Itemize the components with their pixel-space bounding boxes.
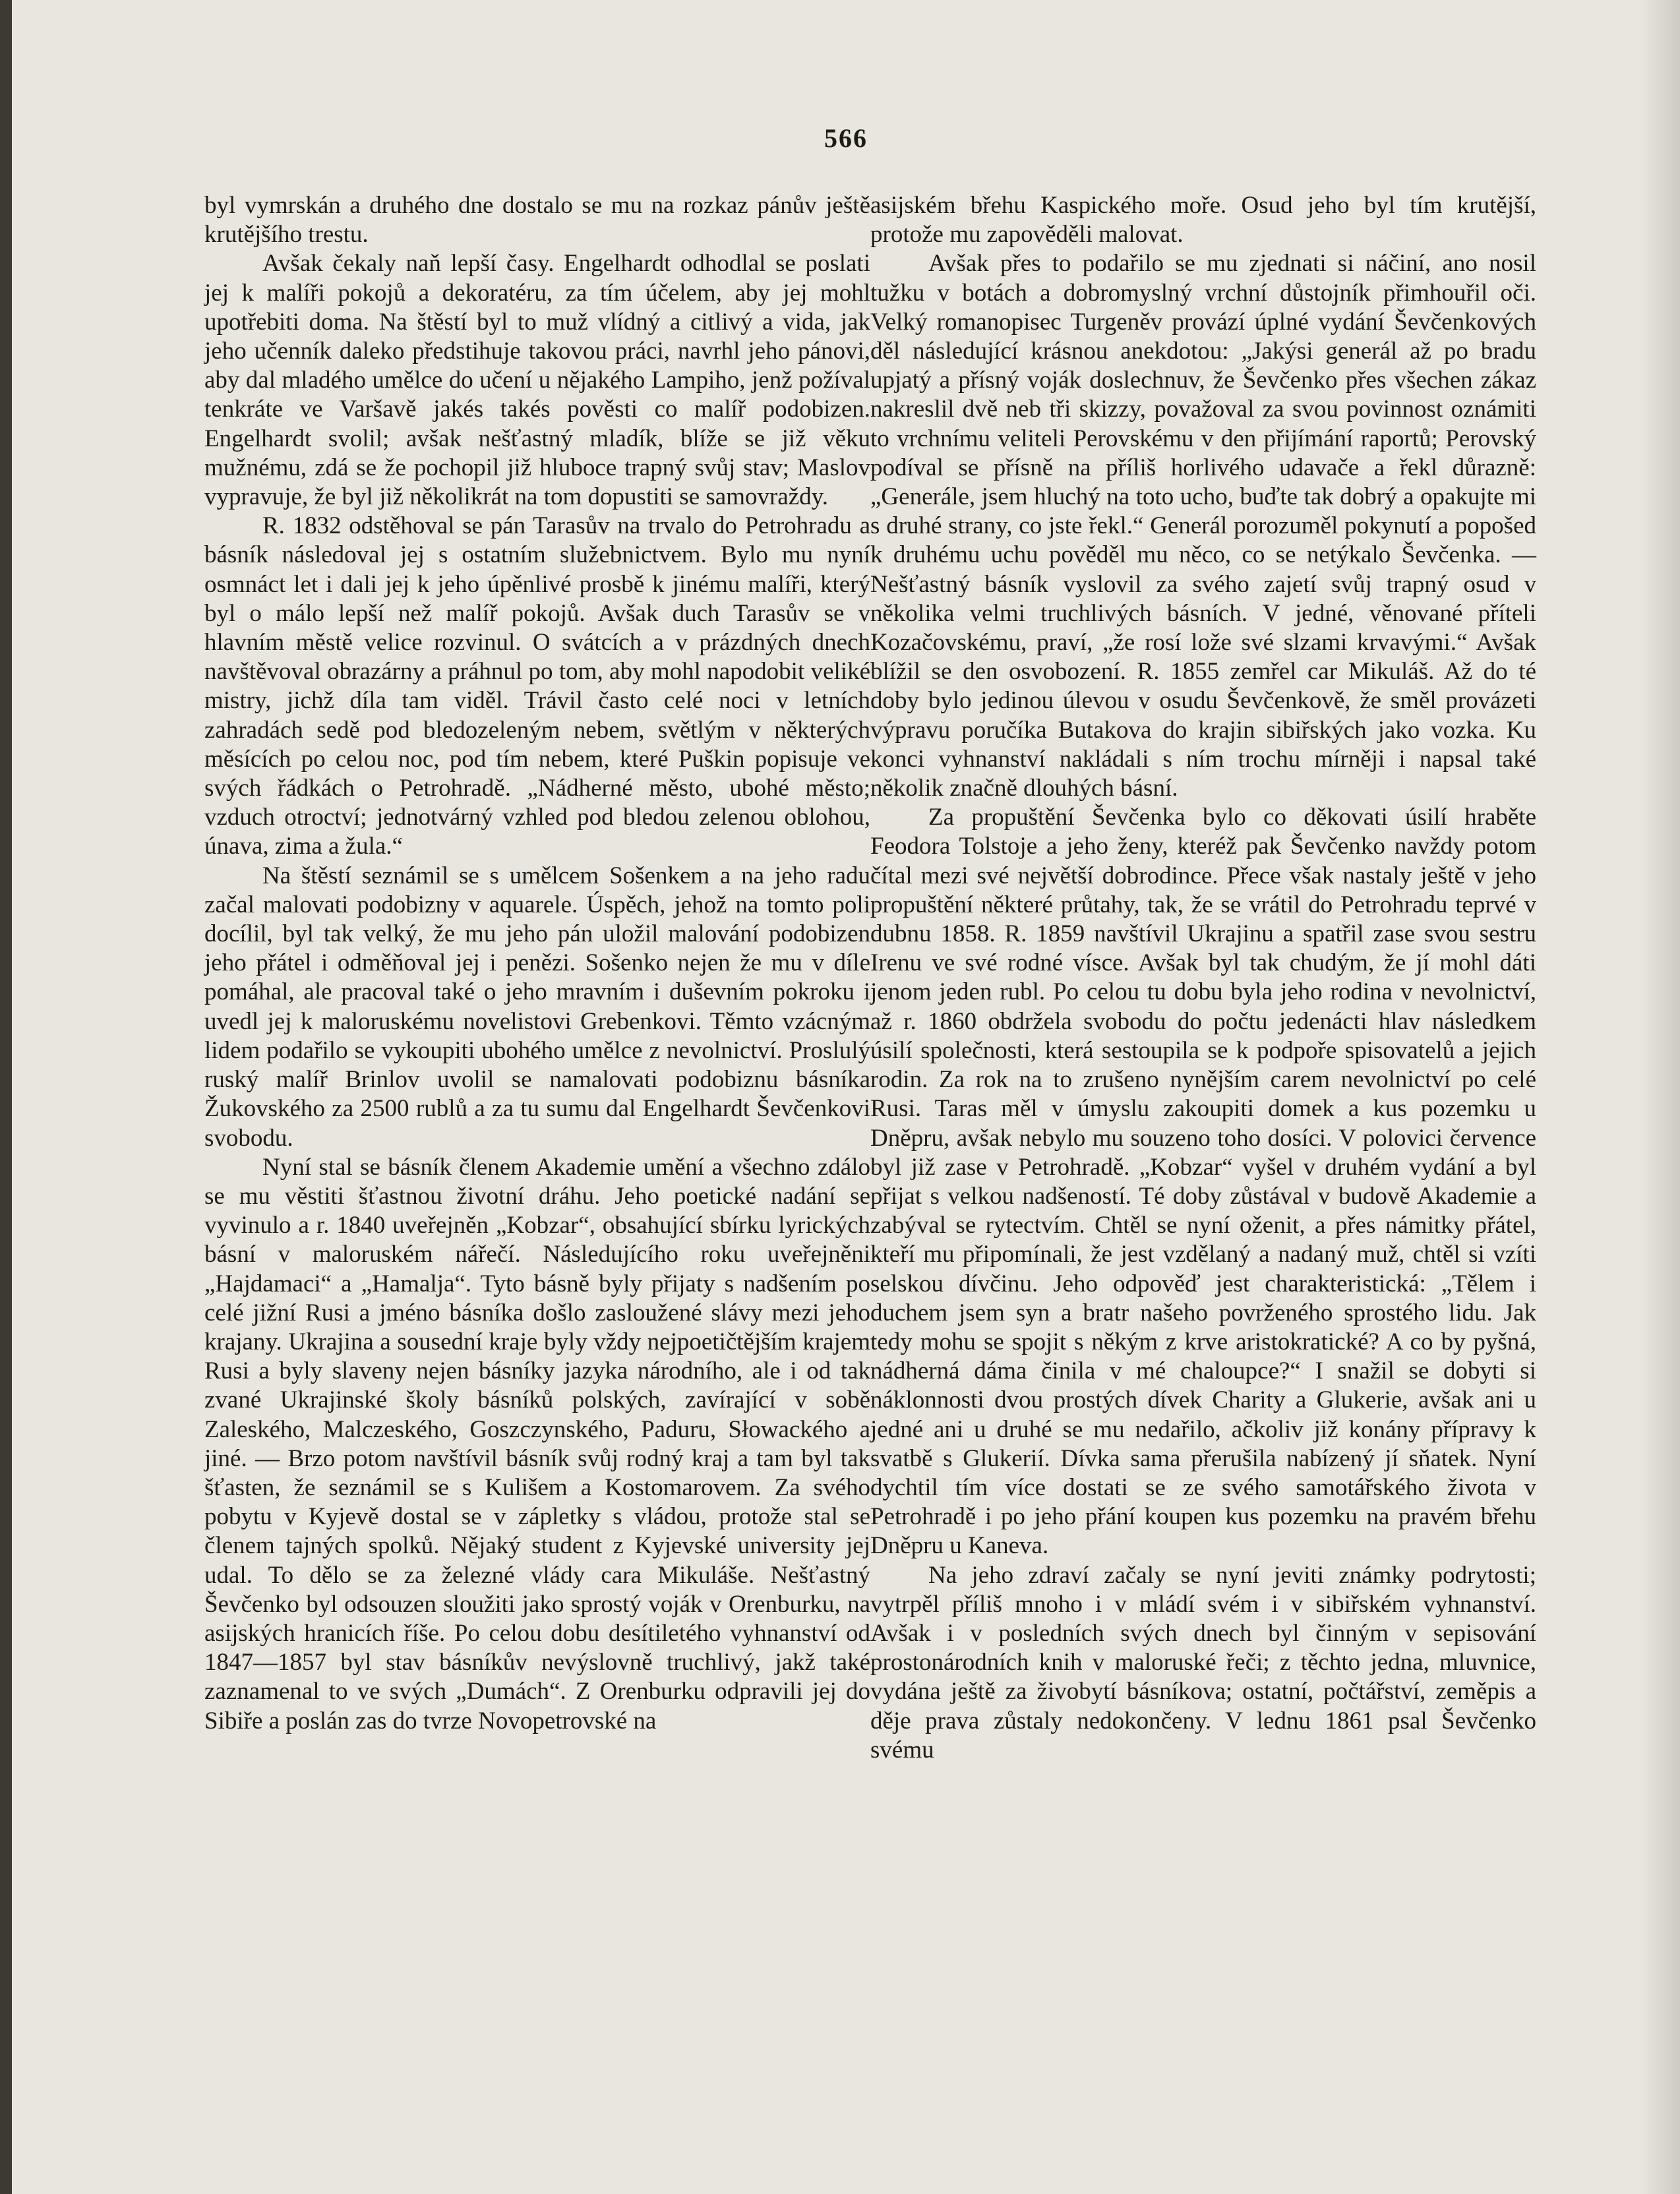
page-shadow [1640,0,1680,2194]
paragraph: Avšak přes to podařilo se mu zjednati si náčiní, ano nosil tužku v botách a dobromyslný vrchní důstojník přimhouřil oči. Velký romanopisec Turgeněv provází úplné vydání Ševčenkových děl následující krásnou anekdotou: „Jakýsi generál až po bradu upjatý a přísný voják doslechnuv, že Ševčenko přes všechen zákaz nakreslil dvě neb tři skizzy, považoval za svou povinnost oznámiti to vrchnímu veliteli Perovskému v den přijímání raportů; Perovský podíval se přísně na příliš horlivého udavače a řekl důrazně: „Generále, jsem hluchý na toto ucho, buďte tak dobrý a opakujte mi s druhé strany, co jste řekl.“ Generál porozuměl pokynutí a popošed k druhému uchu pověděl mu něco, co se netýkalo Ševčenka. — Nešťastný básník vyslovil za svého zajetí svůj trapný osud v několika velmi truchlivých básních. V jedné, věnované příteli Kozačovskému, praví, „že rosí lože své slzami krvavými.“ Avšak blížil se den osvobození. R. 1855 zemřel car Mikuláš. Až do té doby bylo jedinou úlevou v osudu Ševčenkově, že směl provázeti výpravu poručíka Butakova do krajin sibiřských jako vozka. Ku konci vyhnanství nakládali s ním trochu mírněji i napsal také několik značně dlouhých básní. [870,250,1536,802]
book-page [12,0,1680,2194]
page-number: 566 [824,123,868,153]
paragraph: Za propuštění Ševčenka bylo co děkovati úsilí hraběte Feodora Tolstoje a jeho ženy, kteréž pak Ševčenko navždy potom čítal mezi své největší dobrodince. Přece však nastaly ještě v jeho propuštění některé průtahy, tak, že se vrátil do Petrohradu teprvé v dubnu 1858. R. 1859 navštívil Ukrajinu a spatřil zase svou sestru Irenu ve své rodné vísce. Avšak byl tak chudým, že jí mohl dáti jenom jeden rubl. Po celou tu dobu byla jeho rodina v nevolnictví, až r. 1860 obdržela svobodu do počtu jedenácti hlav následkem úsilí společnosti, která sestoupila se k podpoře spisovatelů a jejich rodin. Za rok na to zrušeno nynějším carem nevolnictví po celé Rusi. Taras měl v úmyslu zakoupiti domek a kus pozemku u Dněpru, avšak nebylo mu souzeno toho dosíci. V polovici července byl již zase v Petrohradě. „Kobzar“ vyšel v druhém vydání a byl přijat s velkou nadšeností. Té doby zůstával v budově Akademie a zabýval se rytectvím. Chtěl se nyní oženit, a přes námitky přátel, kteří mu připomínali, že jest vzdělaný a nadaný muž, chtěl si vzíti selskou dívčinu. Jeho odpověď jest charakteristická: „Tělem i duchem jsem syn a bratr našeho povrženého sprostého lidu. Jak tedy mohu se spojit s někým z krve aristokratické? A co by pyšná, nádherná dáma činila v mé chaloupce?“ I snažil se dobyti si náklonnosti dvou prostých dívek Charity a Glukerie, avšak ani u jedné ani u druhé se mu nedařilo, ačkoliv již konány přípravy k svatbě s Glukerií. Dívka sama přerušila nabízený jí sňatek. Nyní dychtil tím více dostati se ze svého samotářského života v Petrohradě i po jeho přání koupen kus pozemku na pravém břehu Dněpru u Kaneva. [870,804,1536,1560]
left-column [204,191,870,1736]
paragraph: asijském břehu Kaspického moře. Osud jeho byl tím krutější, protože mu zapověděli malovat. [870,192,1536,249]
paragraph: R. 1832 odstěhoval se pán Tarasův na trvalo do Petrohradu a básník následoval jej s ostatním služebnictvem. Bylo mu nyní osmnáct let i dali jej k jeho úpěnlivé prosbě k jinému malíři, který byl o málo lepší než malíř pokojů. Avšak duch Tarasův se v hlavním městě velice rozvinul. O svátcích a v prázdných dnech navštěvoval obrazárny a práhnul po tom, aby mohl napodobit veliké mistry, jichž díla tam viděl. Trávil často celé noci v letních zahradách sedě pod bledozeleným nebem, světlým v některých měsících po celou noc, pod tím nebem, které Puškin popisuje ve svých řádkách o Petrohradě. „Nádherné město, ubohé město; vzduch otroctví; jednotvárný vzhled pod bledou zelenou oblohou, únava, zima a žula.“ [204,512,870,860]
right-column [870,191,1536,1765]
paragraph: byl vymrskán a druhého dne dostalo se mu na rozkaz pánův ještě krutějšího trestu. [204,192,870,249]
paragraph: Na štěstí seznámil se s umělcem Sošenkem a na jeho radu začal malovati podobizny v aquarele. Úspěch, jehož na tomto poli docílil, byl tak velký, že mu jeho pán uložil malování podobizen jeho přátel i odměňoval jej i penězi. Sošenko nejen že mu v díle pomáhal, ale pracoval také o jeho mravním i duševním pokroku i uvedl jej k maloruskému novelistovi Grebenkovi. Těmto vzácným lidem podařilo se vykoupiti ubohého umělce z nevolnictví. Proslulý ruský malíř Brinlov uvolil se namalovati podobiznu básníka Žukovského za 2500 rublů a za tu sumu dal Engelhardt Ševčenkovi svobodu. [204,862,870,1152]
paragraph: Nyní stal se básník členem Akademie umění a všechno zdálo se mu věstiti šťastnou životní dráhu. Jeho poetické nadání se vyvinulo a r. 1840 uveřejněn „Kobzar“, obsahující sbírku lyrických básní v maloruském nářečí. Následujícího roku uveřejněni „Hajdamaci“ a „Hamalja“. Tyto básně byly přijaty s nadšením po celé jižní Rusi a jméno básníka došlo zasloužené slávy mezi jeho krajany. Ukrajina a sousední kraje byly vždy nejpoetičtějším krajem Rusi a byly slaveny nejen básníky jazyka národního, ale i od tak zvané Ukrajinské školy básníků polských, zavírající v sobě Zaleského, Malczeského, Goszczynského, Paduru, Słowackého a jiné. — Brzo potom navštívil básník svůj rodný kraj a tam byl tak šťasten, že seznámil se s Kulišem a Kostomarovem. Za svého pobytu v Kyjevě dostal se v zápletky s vládou, protože stal se členem tajných spolků. Nějaký student z Kyjevské university jej udal. To dělo se za železné vlády cara Mikuláše. Nešťastný Ševčenko byl odsouzen sloužiti jako sprostý voják v Orenburku, na asijských hranicích říše. Po celou dobu desítiletého vyhnanství od 1847—1857 byl stav básníkův nevýslovně truchlivý, jakž také zaznamenal to ve svých „Dumách“. Z Orenburku odpravili jej do Sibiře a poslán zas do tvrze Novopetrovské na [204,1153,870,1734]
paragraph: Na jeho zdraví začaly se nyní jeviti známky podrytosti; vytrpěl příliš mnoho i v mládí svém i v sibiřském vyhnanství. Avšak i v posledních svých dnech byl činným v sepisování prostonárodních knih v maloruské řeči; z těchto jedna, mluvnice, vydána ještě za živobytí básníkova; ostatní, počtářství, zeměpis a děje prava zůstaly nedokončeny. V lednu 1861 psal Ševčenko svému [870,1561,1536,1764]
scan-border [0,0,12,2194]
paragraph: Avšak čekaly naň lepší časy. Engelhardt odhodlal se poslati jej k malíři pokojů a dekoratéru, za tím účelem, aby jej mohl upotřebiti doma. Na štěstí byl to muž vlídný a citlivý a vida, jak jeho učenník daleko předstihuje takovou práci, navrhl jeho pánovi, aby dal mladého umělce do učení u nějakého Lampiho, jenž požíval tenkráte ve Varšavě jakés takés pověsti co malíř podobizen. Engelhardt svolil; avšak nešťastný mladík, blíže se již věku mužnému, zdá se že pochopil již hluboce trapný svůj stav; Maslov vypravuje, že byl již několikrát na tom dopustiti se samovraždy. [204,250,870,511]
